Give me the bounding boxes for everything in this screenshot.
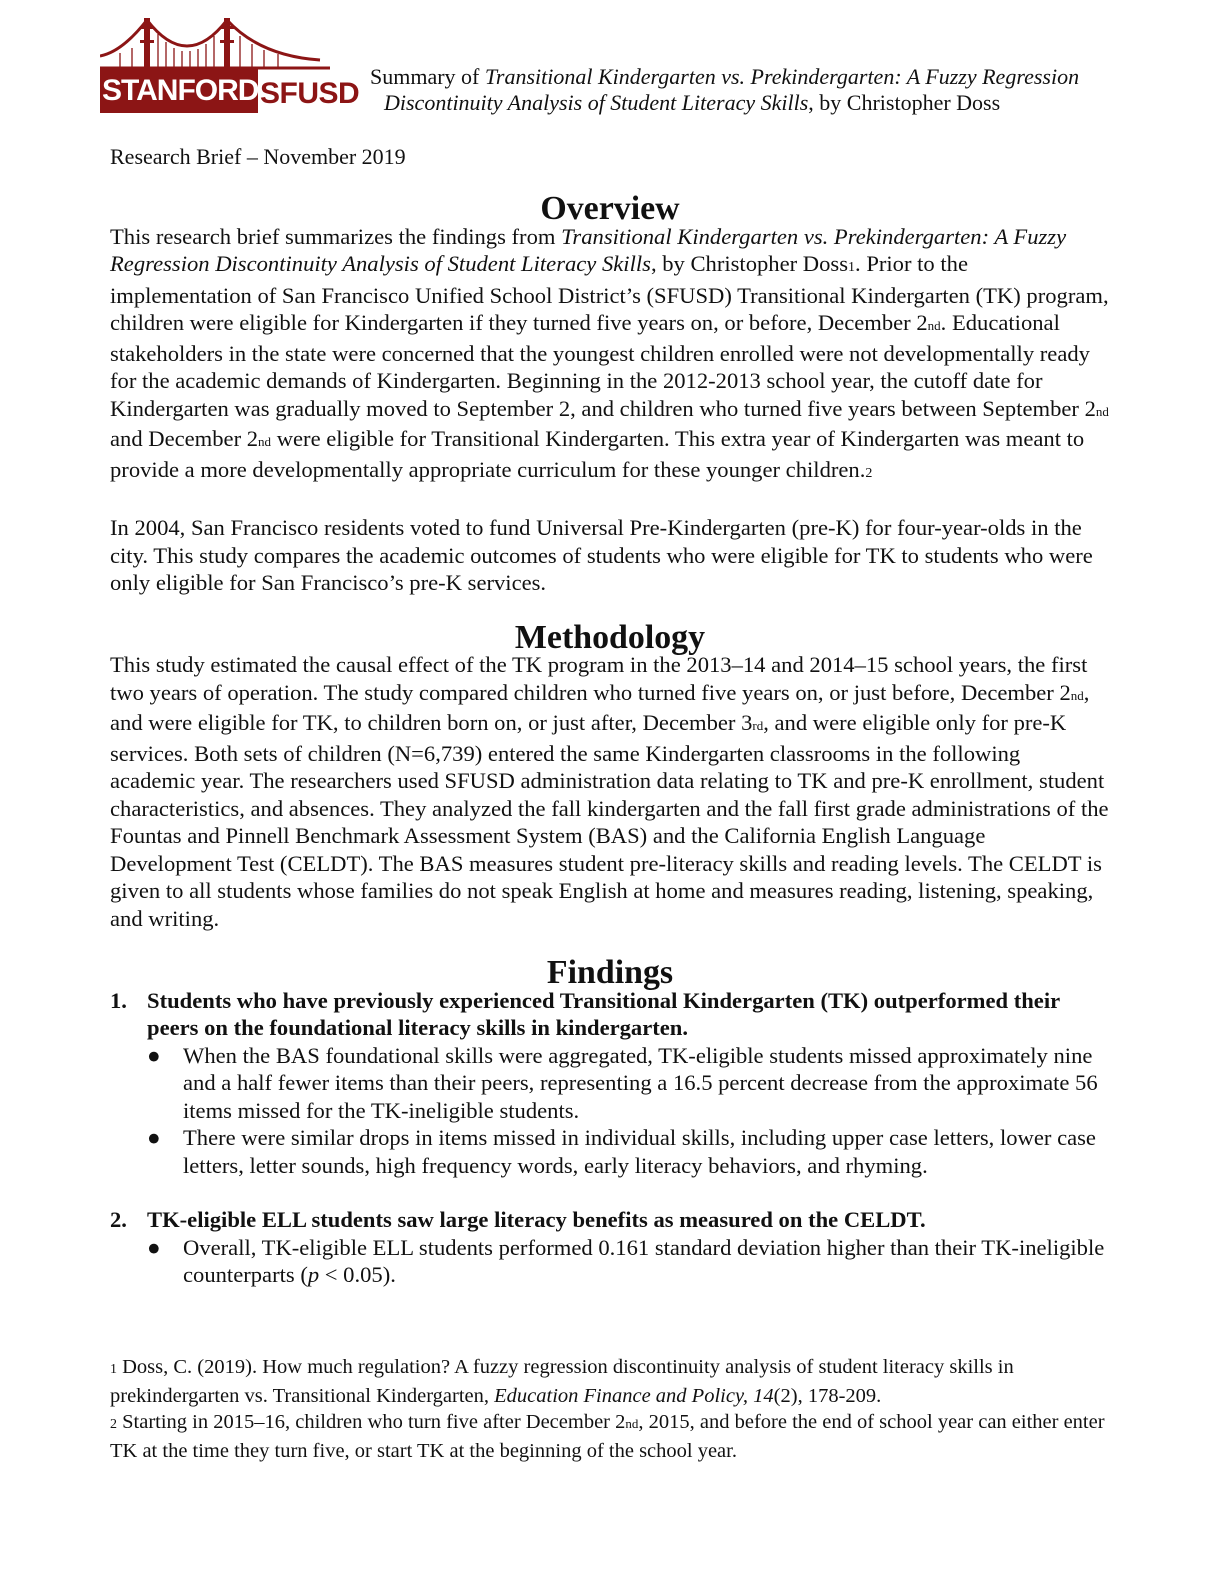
text-span: Doss, C. (2019). How much regulation? A fuzzy regression discontinuity analysis of student literacy skills in prekindergarten vs. Transitional Kindergarten, [110, 1356, 1014, 1407]
study-title-italic: Transitional Kindergarten vs. Prekindergarten: A Fuzzy Regression Discontinuity Analysis of Student Literacy Skills [110, 223, 1067, 276]
finding-item [110, 987, 1110, 1180]
bullet-icon: ● [147, 1125, 161, 1150]
footnote-1 [110, 1354, 1120, 1409]
header-prefix: Summary of [370, 64, 485, 89]
bullet-icon: ● [147, 1234, 161, 1260]
bullet-text: Overall, TK-eligible ELL students performed 0.161 standard deviation higher than their TK-ineligible counterparts ( [183, 1234, 1105, 1287]
overview-paragraph-1 [110, 223, 1110, 488]
header-suffix: , by Christopher Doss [808, 90, 1001, 115]
bullet-item [147, 1124, 1110, 1179]
journal-name: Education Finance and Policy, 14 [494, 1385, 774, 1407]
text-span: , 2015, and before the end of school year can either enter TK at the time they turn five, or start TK at the beginning of the school year. [110, 1411, 1105, 1462]
footnote-ref-2[interactable]: 2 [865, 465, 873, 481]
text-span: were eligible for Transitional Kindergarten. This extra year of Kindergarten was meant to provide a more developmentally appropriate curriculum for these younger children. [110, 426, 1085, 482]
text-span: , and were eligible only for pre-K services. Both sets of children (N=6,739) entered the same Kindergarten classrooms in the following academic year. The researchers used SFUSD administration data relating to TK and pre-K enrollment, student characteristics, and absences. They analyzed the fall kindergarten and the fall first grade administrations of the Fountas and Pinnell Benchmark Assessment System (BAS) and the California English Language Development Test (CELDT). The BAS measures student pre-literacy skills and reading levels. The CELDT is given to all students whose families do not speak English at home and measures reading, listening, speaking, and writing. [110, 710, 1109, 931]
text-span: (2), 178-209. [773, 1385, 882, 1407]
bullet-text: < 0.05). [319, 1262, 396, 1287]
footnotes [110, 1354, 1120, 1464]
header-title-italic-1: Transitional Kindergarten vs. Prekindergarten: A Fuzzy Regression [484, 64, 1080, 89]
finding-heading: TK-eligible ELL students saw large literacy benefits as measured on the CELDT. [147, 1207, 926, 1232]
research-brief-date: Research Brief – November 2019 [110, 144, 406, 169]
finding-bullets [147, 1234, 1110, 1289]
golden-gate-bridge-icon [100, 12, 356, 72]
bullet-text: When the BAS foundational skills were aggregated, TK-eligible students missed approximately nine and a half fewer items than their peers, representing a 16.5 percent decrease from the approximate 56 items missed for the TK-ineligible students. [183, 1042, 1098, 1123]
ordinal-suffix: nd [625, 1416, 639, 1431]
findings-heading: Findings [546, 954, 674, 991]
header-title-italic-2: Discontinuity Analysis of Student Literacy Skills [384, 90, 809, 115]
footnote-mark: 1 [110, 1362, 117, 1377]
bullet-item [147, 1234, 1110, 1289]
finding-number: 2. [110, 1207, 127, 1232]
bullet-icon: ● [147, 1042, 161, 1068]
methodology-paragraph [110, 651, 1110, 932]
finding-number: 1. [110, 987, 127, 1013]
text-span: . Prior to the implementation of San Francisco Unified School District’s (SFUSD) Transitional Kindergarten (TK) program, children were eligible for Kindergarten if they turned five years on, or before, December 2 [110, 251, 1109, 335]
document-header-title [370, 64, 1130, 116]
methodology-heading: Methodology [514, 618, 706, 656]
footnote-mark: 2 [110, 1417, 117, 1432]
text-span: . Educational stakeholders in the state were concerned that the youngest children enrolled were not developmentally ready for the academic demands of Kindergarten. Beginning in the 2012-2013 school year, the cutoff date for Kindergarten was gradually moved to September 2, and children who turned five years between September 2 [110, 310, 1096, 421]
main-content [110, 190, 1110, 1289]
text-span: and December 2 [110, 426, 259, 451]
bullet-item [147, 1042, 1110, 1125]
ordinal-suffix: nd [258, 434, 272, 449]
finding-bullets [147, 1042, 1110, 1180]
text-span: This research brief summarizes the findings from [110, 223, 562, 249]
footnote-ref-1[interactable]: 1 [848, 260, 856, 275]
stanford-sfusd-logo [100, 12, 360, 112]
logo-stanford-text: STANFORD [102, 74, 259, 107]
ordinal-suffix: rd [752, 718, 764, 733]
ordinal-suffix: nd [927, 318, 941, 333]
ordinal-suffix: nd [1070, 687, 1084, 703]
finding-item [110, 1206, 1110, 1289]
overview-heading: Overview [540, 190, 680, 227]
finding-heading: Students who have previously experienced Transitional Kindergarten (TK) outperformed their peers on the foundational literacy skills in kindergarten. [147, 987, 1060, 1040]
text-span: Starting in 2015–16, children who turn five after December 2 [117, 1411, 626, 1433]
text-span: , and were eligible for TK, to children born on, or just after, December 3 [110, 679, 1090, 735]
overview-paragraph-2: In 2004, San Francisco residents voted to fund Universal Pre-Kindergarten (pre-K) for four-year-olds in the city. This study compares the academic outcomes of students who were eligible for TK to students who were only eligible for San Francisco’s pre-K services. [110, 515, 1093, 595]
ordinal-suffix: nd [1095, 403, 1109, 419]
bullet-text: There were similar drops in items missed in individual skills, including upper case letters, lower case letters, letter sounds, high frequency words, early literacy behaviors, and rhyming. [183, 1125, 1096, 1178]
logo-sfusd-text: SFUSD [260, 77, 360, 110]
footnote-2 [110, 1409, 1120, 1464]
p-value-symbol: p [307, 1262, 320, 1287]
findings-list [110, 987, 1110, 1289]
text-span: This study estimated the causal effect of the TK program in the 2013–14 and 2014–15 school years, the first two years of operation. The study compared children who turned five years on, or just before, December 2 [110, 652, 1088, 705]
text-span: , by Christopher Doss [650, 251, 849, 276]
